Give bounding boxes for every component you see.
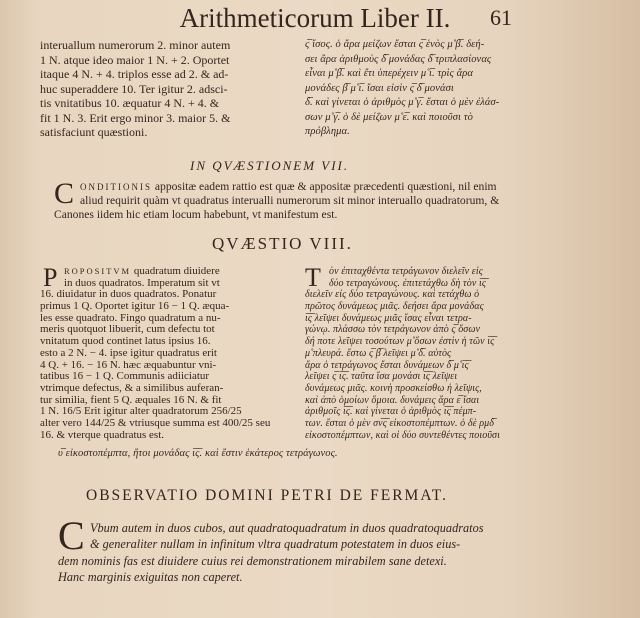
text-line: tur similia, fient 5 Q. æquales 16 N. & fit <box>40 393 222 406</box>
text-line: σων μ̊ γ̅. ὁ δὲ μείζων μ̊ ε̅. καὶ ποιοῦσι τὸ <box>305 111 473 123</box>
text-line: itaque 4 N. + 4. triplos esse ad 2. & ad- <box>40 67 229 81</box>
text-line: les esse quadrato. Fingo quadratum a nu- <box>40 311 221 324</box>
text-line: Canones iidem hic etiam locum habebunt, vt manifestum est. <box>54 208 338 221</box>
text-line: vnitatum quod continet latus ipsius 16. <box>40 335 211 348</box>
observatio-heading: OBSERVATIO DOMINI PETRI DE FERMAT. <box>86 487 448 504</box>
text-line: δύο τετραγώνους. ἐπιτετάχθω δὴ τὸν ι̅ς̅ <box>329 277 487 289</box>
text-line: πρόβλημα. <box>305 126 350 137</box>
text-line: tatibus 16 − 1 Q. Communis adiiciatur <box>40 370 210 383</box>
first-word: ὸν ἐπιταχθέντα τετράγωνον διελεῖν εἰς <box>329 266 483 277</box>
drop-cap: P <box>43 263 58 292</box>
quaestio-latin-column <box>40 263 298 441</box>
text-line: Hanc marginis exiguitas non caperet. <box>58 570 243 585</box>
text-line: ἄρα ὁ τετράγωνος ἔσται δυνάμεων δ̅ μ̊ ι̅ς̅ <box>305 359 469 371</box>
text-line: fit 1 N. 3. Erit ergo minor 3. maior 5. & <box>40 110 231 125</box>
text-line: aliud requirit quàm vt quadratus interualli numerorum sit minor interuallo quadratorum, & <box>80 194 500 207</box>
page-number: 61 <box>490 5 512 30</box>
text-line: in duos quadratos. Imperatum sit vt <box>64 276 220 289</box>
text-line: satisfaciunt quæstioni. <box>40 125 148 139</box>
text-line: μ̊ πλευρά. ἔστω ς̅ β̅ λεῖψει μ̊ δ̅. αὐτὸς <box>305 347 452 359</box>
text-line: ι̅ς̅ λεῖψει δυνάμεως μιᾶς ἴσας εἶναι τετρα- <box>305 312 472 324</box>
text-line: & generaliter nullam in infinitum vltra quadratum potestatem in duos eius- <box>90 537 461 552</box>
text-line: primus 1 Q. Oportet igitur 16 − 1 Q. æqua- <box>40 300 230 313</box>
text-line: alter vero 144/25 & vtriusque summa est 400/25 seu <box>40 416 271 429</box>
top-latin-column <box>40 38 295 140</box>
text-line: Vbum autem in duos cubos, aut quadratoquadratum in duos quadratoquadratos <box>90 521 484 535</box>
text-line: δυνάμεως μιᾶς. κοινὴ προσκείσθω ἡ λεῖψις, <box>305 382 482 394</box>
text-line: δ̅. καὶ γίνεται ὁ ἀριθμὸς μ̊ γ̅. ἔσται ὁ μὲν ἐλάσ- <box>305 97 500 108</box>
text-line: interuallum numerorum 2. minor autem <box>40 38 231 52</box>
text-line: εἰκοστοπέμπτων, καὶ οἱ δύο συντεθέντες ποιοῦσι <box>305 429 500 441</box>
text-line: huc superaddere 10. Ter igitur 2. adsci- <box>40 81 228 96</box>
text-line: 16. diuidatur in duos quadratos. Ponatur <box>40 288 217 301</box>
drop-cap: C <box>58 513 85 558</box>
text-line: πρῶτος δυνάμεως μιᾶς. δεήσει ἄρα μονάδας <box>305 301 484 313</box>
text-line: 1 N. atque ideo maior 1 N. + 2. Oportet <box>40 52 230 67</box>
text-line: ἀριθμοῖς ι̅ς̅. καὶ γίνεται ὁ ἀριθμὸς ι̅ς̅ πέμπ- <box>305 406 477 418</box>
text-line: appositæ eadem rattio est quæ & appositæ præcedenti quæstioni, nil enim <box>152 180 497 193</box>
greek-tail-line: υ̅ εἰκοστοπέμπτα, ἤτοι μονάδας ι̅ς̅. καὶ ἔστιν ἑκάτερος τετράγωνος. <box>58 448 338 459</box>
fermat-observation <box>58 513 618 586</box>
text-line: σει ἄρα ἀριθμοὺς δ̅ μονάδας δ̅ τριπλασίονας <box>305 53 492 65</box>
text-line: 16. & vterque quadratus est. <box>40 428 165 441</box>
in-quaestionem-heading: IN QVÆSTIONEM VII. <box>190 158 350 173</box>
drop-cap: Τ <box>305 263 321 292</box>
drop-cap: C <box>54 177 75 210</box>
text-line: καὶ ἀπὸ ὁμοίων ὅμοια. δυνάμεις ἄρα ε̅ ἴσαι <box>305 394 480 406</box>
text-line: δή ποτε λεῖψει τοσούτων μ̊ ὅσων ἐστὶν ἡ τῶν ι̅ς̅ <box>305 336 495 348</box>
first-word: ONDITIONIS <box>80 182 152 192</box>
top-greek-column <box>305 38 555 140</box>
in-quaestionem-paragraph <box>54 177 594 222</box>
text-line: dem nominis fas est diuidere cuius rei demonstrationem mirabilem sane detexi. <box>58 553 447 568</box>
text-line: των. ἔσται ὁ μὲν σν̅ς̅ εἰκοστοπέμπτων. ὁ δὲ ρμδ̅ <box>305 417 495 429</box>
text-line: διελεῖν εἰς δύο τετραγώνους. καὶ τετάχθω ὁ <box>305 289 480 301</box>
text-line: vtrimque defectus, & a similibus auferan- <box>40 381 224 394</box>
running-header <box>150 2 550 34</box>
quaestio-heading: QVÆSTIO VIII. <box>212 234 353 253</box>
text-line: tis vnitatibus 10. æquatur 4 N. + 4. & <box>40 96 220 110</box>
first-word: ROPOSITVM <box>64 266 132 276</box>
text-line: λεῖψει ς̅ ι̅ς̅. ταῦτα ἴσα μονάσι ι̅ς̅ λεῖψει <box>305 371 458 383</box>
text-line: meris quotquot libuerit, cum defectu tot <box>40 323 215 336</box>
text-line: εἶναι μ̊ β̅. καὶ ἔτι ὑπερέχειν μ̊ ι̅. τρὶς ἄρα <box>305 68 473 79</box>
quaestio-greek-column <box>305 263 565 441</box>
text-line: esto a 2 N. − 4. ipse igitur quadratus erit <box>40 346 217 359</box>
text-line: quadratum diuidere <box>131 265 220 277</box>
page-title: Arithmeticorum Liber II. <box>179 3 451 33</box>
text-line: ς̅ ἴσος. ὁ ἄρα μείζων ἔσται ς̅ ἑνὸς μ̊ β̅. δεή- <box>305 39 485 50</box>
text-line: γώνῳ. πλάσσω τὸν τετράγωνον ἀπὸ ς̅ ὅσων <box>305 324 481 336</box>
text-line: 4 Q. + 16. − 16 N. hæc æquabuntur vni- <box>40 358 217 371</box>
text-line: μονάδες β̅ μ̊ ι̅. ἴσαι εἰσὶν ς̅ δ̅ μονάσι <box>305 82 454 94</box>
text-line: 1 N. 16/5 Erit igitur alter quadratorum 256/25 <box>40 405 242 418</box>
